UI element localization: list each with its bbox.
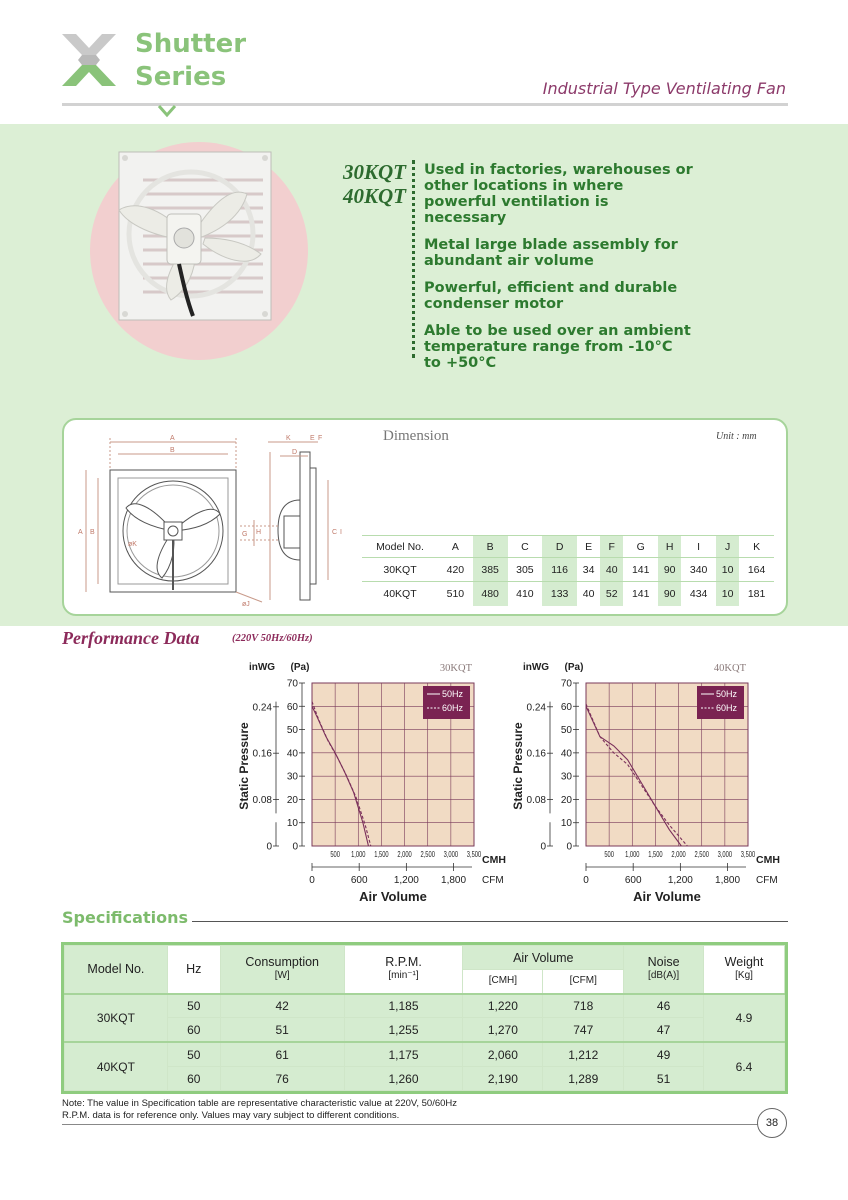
- table-cell: 40KQT: [362, 582, 438, 606]
- table-row: [65, 946, 785, 970]
- y-unit-label: (Pa): [290, 662, 310, 673]
- intro-model-40kqt: 40KQT: [343, 184, 406, 208]
- x-tick-label: 3,500: [466, 851, 482, 860]
- table-cell: 133: [542, 582, 577, 606]
- header-cfm: [CFM]: [543, 970, 624, 994]
- spec-cmh-cell: 2,060: [463, 1042, 543, 1066]
- header-consumption: [220, 946, 344, 994]
- table-cell: 340: [681, 558, 716, 582]
- specifications-divider: [192, 921, 788, 922]
- dimension-drawing: [72, 430, 362, 610]
- dim-label-f: F: [318, 435, 323, 442]
- spec-w-cell: 51: [220, 1018, 344, 1042]
- table-cell: 90: [658, 582, 681, 606]
- table-cell: 141: [623, 558, 658, 582]
- series-title-line1: Shutter: [135, 29, 247, 59]
- x-axis-label: Air Volume: [633, 889, 701, 904]
- header-rpm-unit: [min⁻¹]: [388, 970, 419, 982]
- spec-w-cell: 76: [220, 1067, 344, 1091]
- spec-cfm-cell: 747: [543, 1018, 624, 1042]
- table-header-cell: H: [658, 536, 681, 558]
- table-cell: 116: [542, 558, 577, 582]
- x-tick-label: 3,500: [740, 851, 756, 860]
- y-tick-label: 0: [292, 841, 298, 853]
- performance-chart-40kqt: [510, 656, 792, 908]
- y-unit-label: (Pa): [564, 662, 584, 673]
- spec-cmh-cell: 2,190: [463, 1067, 543, 1091]
- specifications-table: [64, 945, 785, 1091]
- y-tick-label: 60: [286, 701, 298, 713]
- dim-label-a-vertical: A: [78, 529, 83, 536]
- y-axis-label: Static Pressure: [511, 722, 525, 810]
- table-cell: 420: [438, 558, 473, 582]
- y-tick-label: 20: [560, 794, 572, 806]
- table-row: [362, 536, 774, 558]
- x-tick-label-secondary: 0: [583, 875, 589, 886]
- table-row: [65, 994, 785, 1018]
- spec-weight-cell: 4.9: [704, 994, 785, 1043]
- dim-label-h: H: [256, 529, 262, 536]
- y-axis-label: Static Pressure: [237, 722, 251, 810]
- spec-hz-cell: 60: [167, 1067, 220, 1091]
- spec-cmh-cell: 1,220: [463, 994, 543, 1018]
- page-number: 38: [757, 1108, 787, 1138]
- feature-list: [424, 162, 694, 382]
- y-tick-label: 70: [560, 678, 572, 690]
- specifications-title: Specifications: [62, 908, 188, 927]
- legend-label: 60Hz: [442, 703, 464, 713]
- y-tick-label-secondary: 0.16: [526, 748, 546, 760]
- header-noise: [624, 946, 704, 994]
- x-tick-label-secondary: 1,800: [715, 875, 741, 886]
- table-cell: 181: [739, 582, 774, 606]
- y-tick-label: 50: [560, 725, 572, 737]
- chart-title: 30KQT: [439, 663, 472, 674]
- x-tick-label: 2,000: [671, 851, 686, 860]
- table-header-cell: I: [681, 536, 716, 558]
- x-unit-label-secondary: CFM: [756, 875, 778, 886]
- spec-cfm-cell: 718: [543, 994, 624, 1018]
- header-weight-label: Weight: [724, 955, 764, 970]
- table-cell: 480: [473, 582, 508, 606]
- footnote-line: R.P.M. data is for reference only. Values may vary subject to different conditions.: [62, 1110, 400, 1121]
- y-tick-label: 30: [286, 771, 298, 783]
- spec-rpm-cell: 1,175: [344, 1042, 463, 1066]
- table-cell: 40: [600, 558, 623, 582]
- specifications-table-frame: [61, 942, 788, 1094]
- footer-divider: [62, 1124, 758, 1125]
- x-tick-label-secondary: 600: [350, 875, 368, 886]
- legend-label: 50Hz: [442, 689, 464, 699]
- dim-label-b-vertical: B: [90, 529, 95, 536]
- y-tick-label: 30: [560, 771, 572, 783]
- table-row: [65, 1042, 785, 1066]
- y-tick-label: 20: [286, 794, 298, 806]
- x-tick-label: 1,500: [648, 851, 663, 860]
- dim-label-k-dia: øK: [128, 541, 137, 548]
- table-header-cell: Model No.: [362, 536, 438, 558]
- spec-weight-cell: 6.4: [704, 1042, 785, 1090]
- y-tick-label-secondary: 0: [540, 841, 546, 853]
- table-row: [65, 1018, 785, 1042]
- feature-item: Powerful, efficient and durable condenser motor: [424, 280, 678, 312]
- x-tick-label: 2,000: [397, 851, 412, 860]
- y-tick-label: 70: [286, 678, 298, 690]
- spec-w-cell: 61: [220, 1042, 344, 1066]
- table-cell: 434: [681, 582, 716, 606]
- header-weight-unit: [Kg]: [735, 970, 753, 982]
- footnote-line: Note: The value in Specification table are representative characteristic value at 220V, 50/60Hz: [62, 1098, 458, 1109]
- x-tick-label: 3,000: [717, 851, 733, 860]
- intro-model-list: [340, 160, 406, 208]
- table-cell: 141: [623, 582, 658, 606]
- x-tick-label: 2,500: [420, 851, 435, 860]
- series-title: [135, 28, 246, 94]
- y-tick-label: 40: [560, 748, 572, 760]
- x-tick-label: 2,500: [694, 851, 709, 860]
- spec-w-cell: 42: [220, 994, 344, 1018]
- header-consumption-label: Consumption: [245, 955, 320, 970]
- spec-model-cell: 30KQT: [65, 994, 168, 1043]
- table-cell: 305: [508, 558, 543, 582]
- table-row: [362, 582, 774, 606]
- header-hz: [167, 946, 220, 994]
- table-cell: 164: [739, 558, 774, 582]
- header-weight: [704, 946, 785, 994]
- x-unit-label: CMH: [756, 854, 780, 866]
- fan-product-photo: [113, 150, 275, 322]
- dim-label-g: G: [242, 531, 248, 538]
- header-rpm: [344, 946, 463, 994]
- dimension-title: Dimension: [383, 428, 449, 444]
- feature-item: Used in factories, warehouses or other locations in where powerful ventilation is necessary: [424, 162, 693, 226]
- x-tick-label-secondary: 0: [309, 875, 315, 886]
- y-tick-label: 50: [286, 725, 298, 737]
- feature-item: Metal large blade assembly for abundant air volume: [424, 237, 678, 269]
- legend-label: 50Hz: [716, 689, 738, 699]
- performance-subtitle: (220V 50Hz/60Hz): [232, 633, 313, 644]
- header-cmh: [CMH]: [463, 970, 543, 994]
- spec-noise-cell: 47: [624, 1018, 704, 1042]
- spec-hz-cell: 50: [167, 1042, 220, 1066]
- spec-noise-cell: 49: [624, 1042, 704, 1066]
- header-rpm-label: R.P.M.: [385, 955, 422, 970]
- table-cell: 410: [508, 582, 543, 606]
- y-tick-label: 0: [566, 841, 572, 853]
- spec-rpm-cell: 1,255: [344, 1018, 463, 1042]
- dim-label-d: D: [292, 449, 298, 456]
- dim-label-k: K: [286, 435, 291, 442]
- chart-title: 40KQT: [713, 663, 746, 674]
- dim-label-a: A: [170, 435, 175, 442]
- x-tick-label: 1,000: [351, 851, 366, 860]
- dim-label-c: C: [332, 529, 338, 536]
- legend-label: 60Hz: [716, 703, 738, 713]
- y-tick-label-secondary: 0.16: [252, 748, 272, 760]
- x-tick-label-secondary: 1,200: [667, 875, 693, 886]
- table-header-cell: G: [623, 536, 658, 558]
- table-header-cell: C: [508, 536, 543, 558]
- table-cell: 90: [658, 558, 681, 582]
- feature-divider-dots: [412, 160, 416, 358]
- table-header-cell: B: [473, 536, 508, 558]
- x-tick-label: 1,500: [374, 851, 389, 860]
- table-cell: 385: [473, 558, 508, 582]
- table-cell: 40: [577, 582, 600, 606]
- footnote: [62, 1098, 457, 1122]
- x-tick-label: 1,000: [625, 851, 640, 860]
- header-air-volume: [463, 946, 624, 970]
- spec-rpm-cell: 1,185: [344, 994, 463, 1018]
- dimension-table: [362, 535, 774, 606]
- spec-rpm-cell: 1,260: [344, 1067, 463, 1091]
- series-logo-icon: [58, 30, 120, 90]
- y-tick-label-secondary: 0.08: [252, 795, 272, 807]
- y-tick-label-secondary: 0.08: [526, 795, 546, 807]
- x-tick-label: 3,000: [443, 851, 459, 860]
- spec-cfm-cell: 1,212: [543, 1042, 624, 1066]
- x-tick-label: 500: [604, 851, 614, 860]
- dimension-unit: Unit : mm: [716, 431, 757, 442]
- header-model: [65, 946, 168, 994]
- feature-item: Able to be used over an ambient temperature range from -10°C to +50°C: [424, 323, 691, 371]
- x-tick-label-secondary: 600: [624, 875, 642, 886]
- spec-noise-cell: 46: [624, 994, 704, 1018]
- y-tick-label: 40: [286, 748, 298, 760]
- spec-noise-cell: 51: [624, 1067, 704, 1091]
- performance-title: Performance Data: [62, 628, 200, 648]
- header-hz-label: Hz: [186, 962, 202, 977]
- y-unit-label-secondary: inWG: [248, 662, 276, 673]
- spec-hz-cell: 50: [167, 994, 220, 1018]
- spec-cfm-cell: 1,289: [543, 1067, 624, 1091]
- table-header-cell: A: [438, 536, 473, 558]
- y-tick-label-secondary: 0: [266, 841, 272, 853]
- y-tick-label: 60: [560, 701, 572, 713]
- header-air-volume-label: Air Volume: [513, 950, 574, 965]
- spec-hz-cell: 60: [167, 1018, 220, 1042]
- header-consumption-unit: [W]: [274, 970, 290, 982]
- table-header-cell: D: [542, 536, 577, 558]
- page-subtitle: Industrial Type Ventilating Fan: [542, 79, 786, 98]
- table-cell: 10: [716, 582, 739, 606]
- x-tick-label: 500: [330, 851, 340, 860]
- table-cell: 30KQT: [362, 558, 438, 582]
- dim-label-j-dia: øJ: [242, 601, 250, 608]
- x-tick-label-secondary: 1,800: [441, 875, 467, 886]
- x-tick-label-secondary: 1,200: [393, 875, 419, 886]
- table-cell: 52: [600, 582, 623, 606]
- table-cell: 34: [577, 558, 600, 582]
- intro-model-30kqt: 30KQT: [343, 160, 406, 184]
- chevron-down-icon: [157, 104, 177, 118]
- table-header-cell: K: [739, 536, 774, 558]
- y-unit-label-secondary: inWG: [522, 662, 550, 673]
- y-tick-label-secondary: 0.24: [526, 702, 546, 714]
- x-unit-label: CMH: [482, 854, 506, 866]
- y-tick-label: 10: [560, 818, 572, 830]
- dim-label-e: E: [310, 435, 315, 442]
- dim-label-i: I: [340, 529, 342, 536]
- performance-chart-30kqt: [236, 656, 518, 908]
- x-unit-label-secondary: CFM: [482, 875, 504, 886]
- table-header-cell: J: [716, 536, 739, 558]
- spec-model-cell: 40KQT: [65, 1042, 168, 1090]
- table-row: [65, 1067, 785, 1091]
- table-header-cell: F: [600, 536, 623, 558]
- header-noise-unit: [dB(A)]: [648, 970, 680, 982]
- table-header-cell: E: [577, 536, 600, 558]
- header-noise-label: Noise: [647, 955, 680, 970]
- y-tick-label: 10: [286, 818, 298, 830]
- table-cell: 10: [716, 558, 739, 582]
- dim-label-b: B: [170, 447, 175, 454]
- y-tick-label-secondary: 0.24: [252, 702, 272, 714]
- table-row: [362, 558, 774, 582]
- x-axis-label: Air Volume: [359, 889, 427, 904]
- header-model-label: Model No.: [87, 962, 145, 977]
- series-title-line2: Series: [135, 62, 227, 92]
- spec-cmh-cell: 1,270: [463, 1018, 543, 1042]
- table-cell: 510: [438, 582, 473, 606]
